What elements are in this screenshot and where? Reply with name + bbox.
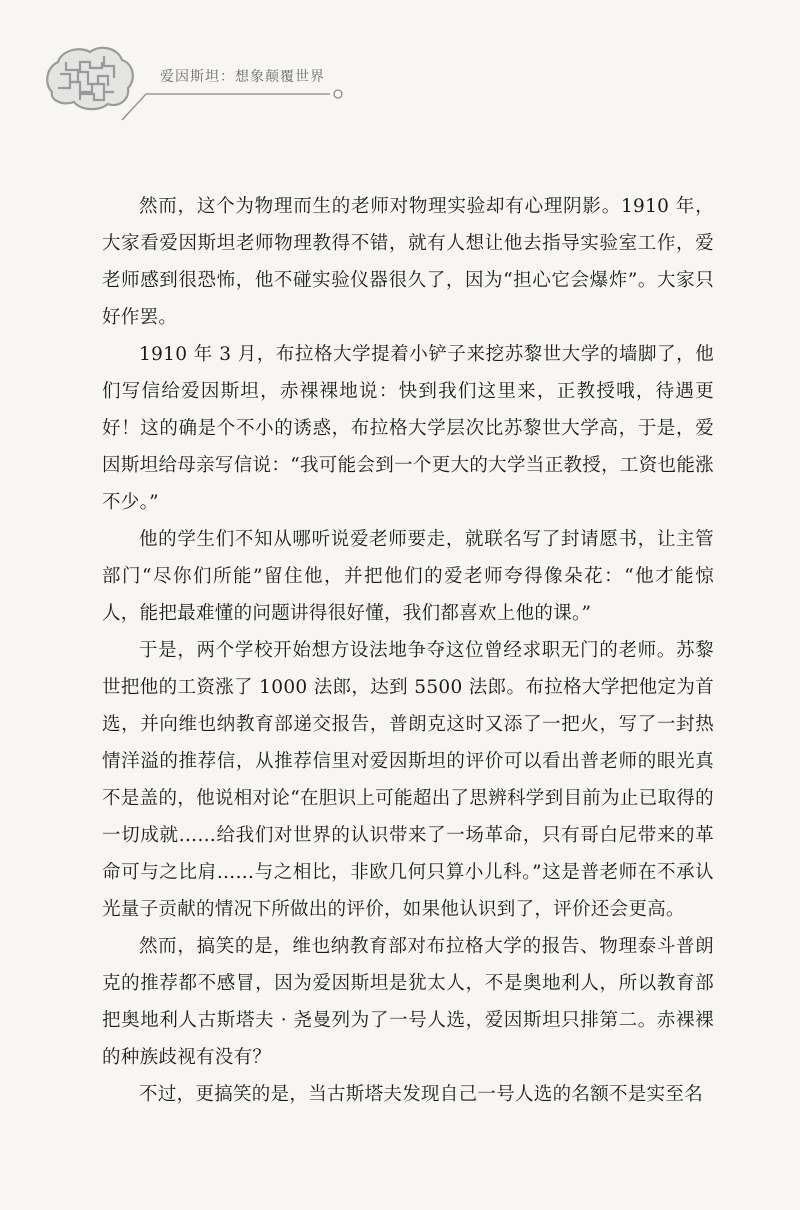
paragraph: 他的学生们不知从哪听说爱老师要走，就联名写了封请愿书，让主管部门“尽你们所能”留住他，并把他们的爱老师夸得像朵花：“他才能惊人，能把最难懂的问题讲得很好懂，我们都喜欢上他的课。” <box>102 529 714 624</box>
running-header-title: 爱因斯坦：想象颠覆世界 <box>160 69 325 85</box>
paragraph: 于是，两个学校开始想方设法地争夺这位曾经求职无门的老师。苏黎世把他的工资涨了 1000 法郎，达到 5500 法郎。布拉格大学把他定为首选，并向维也纳教育部递交报告，普朗克这时又添了一把火，写了一封热情洋溢的推荐信，从推荐信里对爱因斯坦的评价可以看出普老师的眼光真不是盖的，他说相对论“在胆识上可能超出了思辨科学到目前为止已取得的一切成就……给我们对世界的认识带来了一场革命，只有哥白尼带来的革命可与之比肩……与之相比，非欧几何只算小儿科。”这是普老师在不承认光量子贡献的情况下所做出的评价，如果他认识到了，评价还会更高。 <box>102 640 714 920</box>
paragraph: 然而，这个为物理而生的老师对物理实验却有心理阴影。1910 年，大家看爱因斯坦老师物理教得不错，就有人想让他去指导实验室工作，爱老师感到很恐怖，他不碰实验仪器很久了，因为“担心它会爆炸”。大家只好作罢。 <box>102 196 714 328</box>
paragraph: 1910 年 3 月，布拉格大学提着小铲子来挖苏黎世大学的墙脚了，他们写信给爱因斯坦，赤裸裸地说：快到我们这里来，正教授哦，待遇更好！这的确是个不小的诱惑，布拉格大学层次比苏黎世大学高，于是，爱因斯坦给母亲写信说：“我可能会到一个更大的大学当正教授，工资也能涨不少。” <box>102 344 714 513</box>
body-text <box>102 188 714 1113</box>
paragraph: 然而，搞笑的是，维也纳教育部对布拉格大学的报告、物理泰斗普朗克的推荐都不感冒，因为爱因斯坦是犹太人，不是奥地利人，所以教育部把奥地利人古斯塔夫 · 尧曼列为了一号人选，爱因斯坦只排第二。赤裸裸的种族歧视有没有？ <box>102 936 714 1068</box>
paragraph: 不过，更搞笑的是，当古斯塔夫发现自己一号人选的名额不是实至名 <box>139 1084 704 1105</box>
page-header <box>0 0 800 140</box>
brain-maze-icon <box>0 0 800 140</box>
